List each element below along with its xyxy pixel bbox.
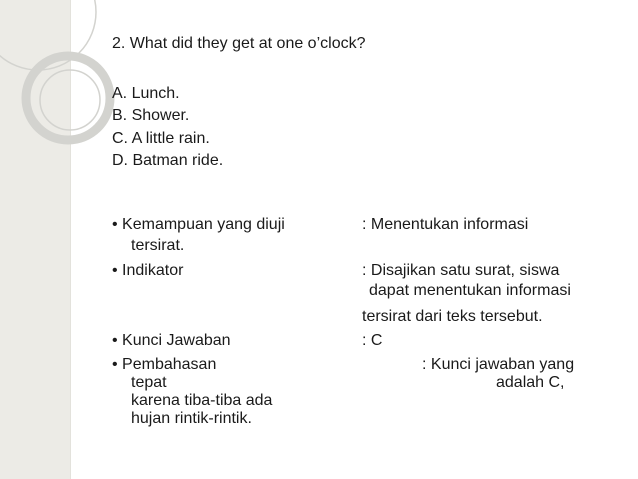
option-d: D. Batman ride. <box>112 152 224 169</box>
pembahasan-label: • Pembahasan <box>112 356 217 373</box>
kunci-value: : C <box>362 332 383 349</box>
pembahasan-value: : Kunci jawaban yang <box>422 356 575 373</box>
indikator-value-line-1: : Disajikan satu surat, siswa <box>362 262 560 279</box>
indikator-value-line-3: tersirat dari teks tersebut. <box>362 308 543 325</box>
pembahasan-line-4: hujan rintik-rintik. <box>131 410 252 427</box>
kemampuan-value: : Menentukan informasi <box>362 216 529 233</box>
pembahasan-line-2-right: adalah C, <box>496 374 565 391</box>
option-c: C. A little rain. <box>112 130 210 147</box>
question-text: 2. What did they get at one o’clock? <box>112 35 366 52</box>
ring-medium <box>26 56 110 140</box>
kunci-label: • Kunci Jawaban <box>112 332 231 349</box>
indikator-label: • Indikator <box>112 262 184 279</box>
pembahasan-line-3: karena tiba-tiba ada <box>131 392 273 409</box>
kemampuan-label: • Kemampuan yang diuji <box>112 216 285 233</box>
ring-small <box>40 70 100 130</box>
option-a: A. Lunch. <box>112 85 180 102</box>
indikator-value-line-2: dapat menentukan informasi <box>369 282 571 299</box>
kemampuan-label-cont: tersirat. <box>131 237 185 254</box>
option-b: B. Shower. <box>112 107 190 124</box>
pembahasan-line-2-left: tepat <box>131 374 167 391</box>
